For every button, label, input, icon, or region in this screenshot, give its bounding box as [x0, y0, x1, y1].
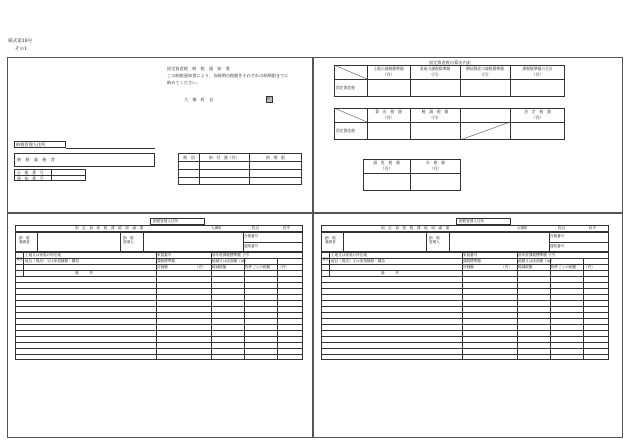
detail-col-taxbase: 課税標準額 [157, 258, 175, 263]
computed-tax-header: 算 出 税 額 [375, 109, 402, 114]
land-taxbase-header: 土地の課税標準額 [373, 66, 404, 71]
taxpayer-address-label: 納税管理人住所 [16, 141, 46, 147]
notice-number-label: 通 知 番 号 [17, 175, 44, 181]
detail-col-area: 地積又は床面積（㎡） [518, 258, 554, 263]
detail-col-prev: 前年度課税標準額（円） [212, 252, 252, 257]
detail-col-reduction: 軽減税額 [518, 264, 533, 269]
detail-col-per-asset: 物件ごとの税額 [245, 264, 271, 269]
detail-unit-1: （円） [501, 264, 512, 269]
detail-town: 大郷町 [211, 225, 222, 230]
seal-label: 印 [266, 96, 270, 100]
detail-notice-label: 通知番号 [550, 243, 565, 248]
determined-tax-header: 決 定 税 額 [524, 109, 551, 114]
determined-tax-unit: （円） [531, 115, 544, 120]
detail-title-row [15, 225, 303, 232]
exempt-tax-unit: （円） [380, 166, 393, 171]
computed-tax-unit: （円） [382, 115, 395, 120]
detail-unit-1: （円） [195, 264, 206, 269]
detail-page-label: 枚目 [252, 225, 260, 230]
detail-col-valuation: 評価額 [463, 264, 474, 269]
land-taxbase-unit: （円） [382, 72, 395, 77]
mayor-name: 大 郷 町 長 [184, 97, 214, 102]
breakdown-row-label-top: 固定資産税 [336, 84, 355, 90]
detail-ledger-label: 台帳番号 [244, 233, 259, 238]
installment-deadline-header: 納 期 限 [266, 154, 285, 160]
reduced-tax-unit: （円） [429, 115, 441, 120]
installment-period-header: 期 別 [183, 154, 195, 160]
detail-town: 大郷町 [517, 225, 528, 230]
detail-col-remarks: 備 考 [75, 270, 93, 275]
detail-col-prev: 前年度課税標準額（円） [518, 252, 558, 257]
detail-total-label: 枚中 [283, 225, 291, 230]
detail-unit-2: （円） [278, 264, 289, 269]
annual-tax-unit: （円） [429, 166, 442, 171]
notice-body-line1: この納税通知書により、各納期の税額をそれぞれの納期限までに [167, 73, 289, 78]
form-number: 様式第18号 [8, 39, 33, 44]
detail-title-row [321, 225, 609, 232]
detail-col-land-type: 地目（現況）又は家屋種類・構造 [331, 258, 385, 263]
detail-col-location: 土地又は家屋の所在地 [331, 252, 367, 257]
detail-col-valuation: 評価額 [157, 264, 168, 269]
detail-col-number: 家屋番号 [463, 252, 478, 257]
detail-col-reduction: 軽減税額 [212, 264, 227, 269]
reduced-tax-header: 軽 減 税 額 [421, 109, 449, 114]
detail-owner-label: 納 税 義務者 [325, 236, 336, 245]
breakdown-row-label-mid: 固定資産税 [336, 127, 355, 133]
detail-col-number: 家屋番号 [157, 252, 172, 257]
detail-address-label: 納税管理人住所 [459, 218, 485, 223]
detail-owner-label: 納 税 義務者 [19, 236, 30, 245]
detail-manager-label: 納 税 管理人 [123, 236, 134, 245]
detail-title: 固 定 資 産 税 課 税 明 細 書 [381, 225, 450, 230]
house-taxbase-unit: （円） [429, 72, 441, 77]
form-part: その1 [15, 47, 28, 52]
detail-total-label: 枚中 [589, 225, 597, 230]
detail-col-area: 地積又は床面積（㎡） [212, 258, 248, 263]
detail-col-per-asset: 物件ごとの税額 [551, 264, 577, 269]
annual-tax-header: 年 税 額 [426, 160, 445, 165]
installment-amount-header: 納 付 額（円） [208, 154, 240, 160]
house-taxbase-header: 家屋の課税標準額 [419, 66, 451, 71]
detail-col-remarks: 備 考 [381, 270, 399, 275]
taxpayer-name-label: 納 税 義 務 者 [17, 156, 55, 162]
taxbase-total-header: 課税標準額の合計 [522, 66, 553, 71]
depreciable-taxbase-header: 償却資産の課税標準額 [466, 66, 504, 71]
notice-title: 固定資産税 納 税 通 知 書 [167, 66, 230, 71]
detail-title: 固 定 資 産 税 課 税 明 細 書 [75, 225, 144, 230]
taxbase-total-unit: （円） [531, 72, 544, 77]
detail-asset-label: 資産 [322, 257, 329, 261]
detail-page-label: 枚目 [558, 225, 566, 230]
detail-col-land-type: 地目（現況）又は家屋種類・構造 [25, 258, 79, 263]
notice-body-line2: 納めてください。 [167, 80, 201, 85]
detail-ledger-label: 台帳番号 [550, 233, 565, 238]
detail-col-taxbase: 課税標準額 [463, 258, 481, 263]
depreciable-taxbase-unit: （円） [479, 72, 491, 77]
detail-manager-label: 納 税 管理人 [429, 236, 440, 245]
detail-unit-2: （円） [584, 264, 595, 269]
detail-asset-label: 資産 [16, 257, 23, 261]
detail-col-location: 土地又は家屋の所在地 [25, 252, 61, 257]
detail-notice-label: 通知番号 [244, 243, 259, 248]
detail-address-label: 納税管理人住所 [153, 218, 179, 223]
breakdown-title: 固定資産税の算出内訳 [429, 60, 471, 65]
ledger-number-label: 台 帳 番 号 [17, 169, 44, 175]
exempt-tax-header: 減 免 税 額 [373, 160, 400, 165]
